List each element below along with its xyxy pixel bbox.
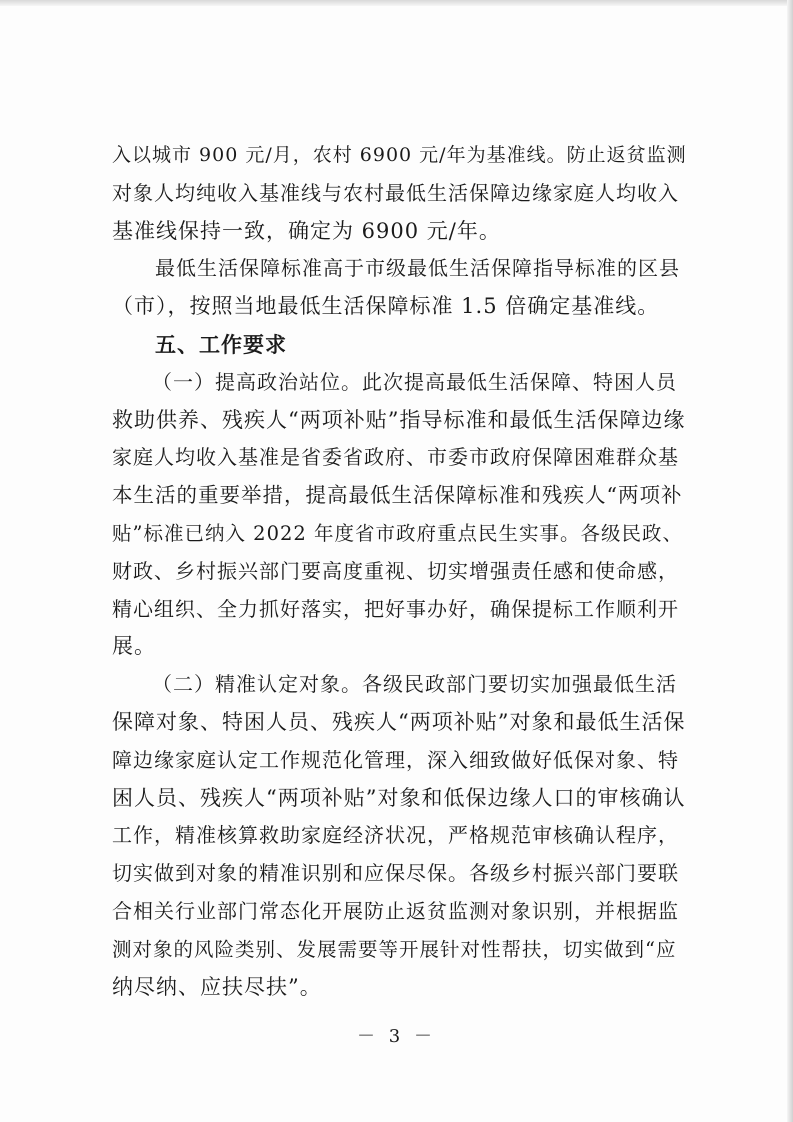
text-line: 困人员、残疾人“两项补贴”对象和低保边缘人口的审核确认 — [112, 785, 686, 810]
text-line: 纳尽纳、应扶尽扶”。 — [112, 974, 322, 999]
text-line: 切实做到对象的精准识别和应保尽保。各级乡村振兴部门要联 — [112, 861, 679, 886]
text-line: 合相关行业部门常态化开展防止返贫监测对象识别，并根据监 — [112, 898, 679, 923]
text-line: 对象人均纯收入基准线与农村最低生活保障边缘家庭人均收入 — [112, 180, 679, 205]
text-line: 工作，精准核算救助家庭经济状况，严格规范审核确认程序， — [112, 823, 679, 848]
paragraph-precise-identification — [112, 666, 687, 1006]
text-line: 本生活的重要举措，提高最低生活保障标准和残疾人“两项补 — [112, 483, 683, 508]
text-line: 展。 — [112, 634, 156, 659]
paragraph-baseline-amounts — [112, 137, 687, 250]
text-line: 测对象的风险类别、发展需要等开展针对性帮扶，切实做到“应 — [112, 937, 677, 961]
text-line: 救助供养、残疾人“两项补贴”指导标准和最低生活保障边缘 — [112, 407, 686, 432]
scan-edge-right — [787, 0, 793, 1122]
text-line: 基准线保持一致，确定为 6900 元/年。 — [112, 218, 501, 243]
text-line: 障边缘家庭认定工作规范化管理，深入细致做好低保对象、特 — [112, 747, 679, 772]
paragraph-political-stance — [112, 364, 687, 666]
text-line: 最低生活保障标准高于市级最低生活保障指导标准的区县 — [155, 256, 680, 281]
page-number: － 3 － — [357, 1026, 436, 1047]
text-line: 家庭人均收入基准是省委省政府、市委市政府保障困难群众基 — [112, 445, 679, 470]
text-line: 精心组织、全力抓好落实，把好事办好，确保提标工作顺利开 — [112, 596, 679, 621]
text-line: 保障对象、特困人员、残疾人“两项补贴”对象和最低生活保 — [112, 709, 686, 734]
text-line: （市），按照当地最低生活保障标准 1.5 倍确定基准线。 — [112, 294, 660, 319]
text-line: 财政、乡村振兴部门要高度重视、切实增强责任感和使命感， — [112, 558, 679, 583]
text-line: 入以城市 900 元/月，农村 6900 元/年为基准线。防止返贫监测 — [112, 144, 687, 166]
text-line: （一）提高政治站位。此次提高最低生活保障、特困人员 — [152, 369, 677, 394]
text-line: （二）精准认定对象。各级民政部门要切实加强最低生活 — [152, 672, 677, 697]
scan-edge-top — [0, 0, 793, 6]
paragraph-district-baseline — [112, 250, 687, 326]
document-body — [112, 137, 687, 1006]
text-line: 贴”标准已纳入 2022 年度省市政府重点民生实事。各级民政、 — [112, 521, 683, 545]
section-heading: 五、工作要求 — [155, 331, 287, 357]
